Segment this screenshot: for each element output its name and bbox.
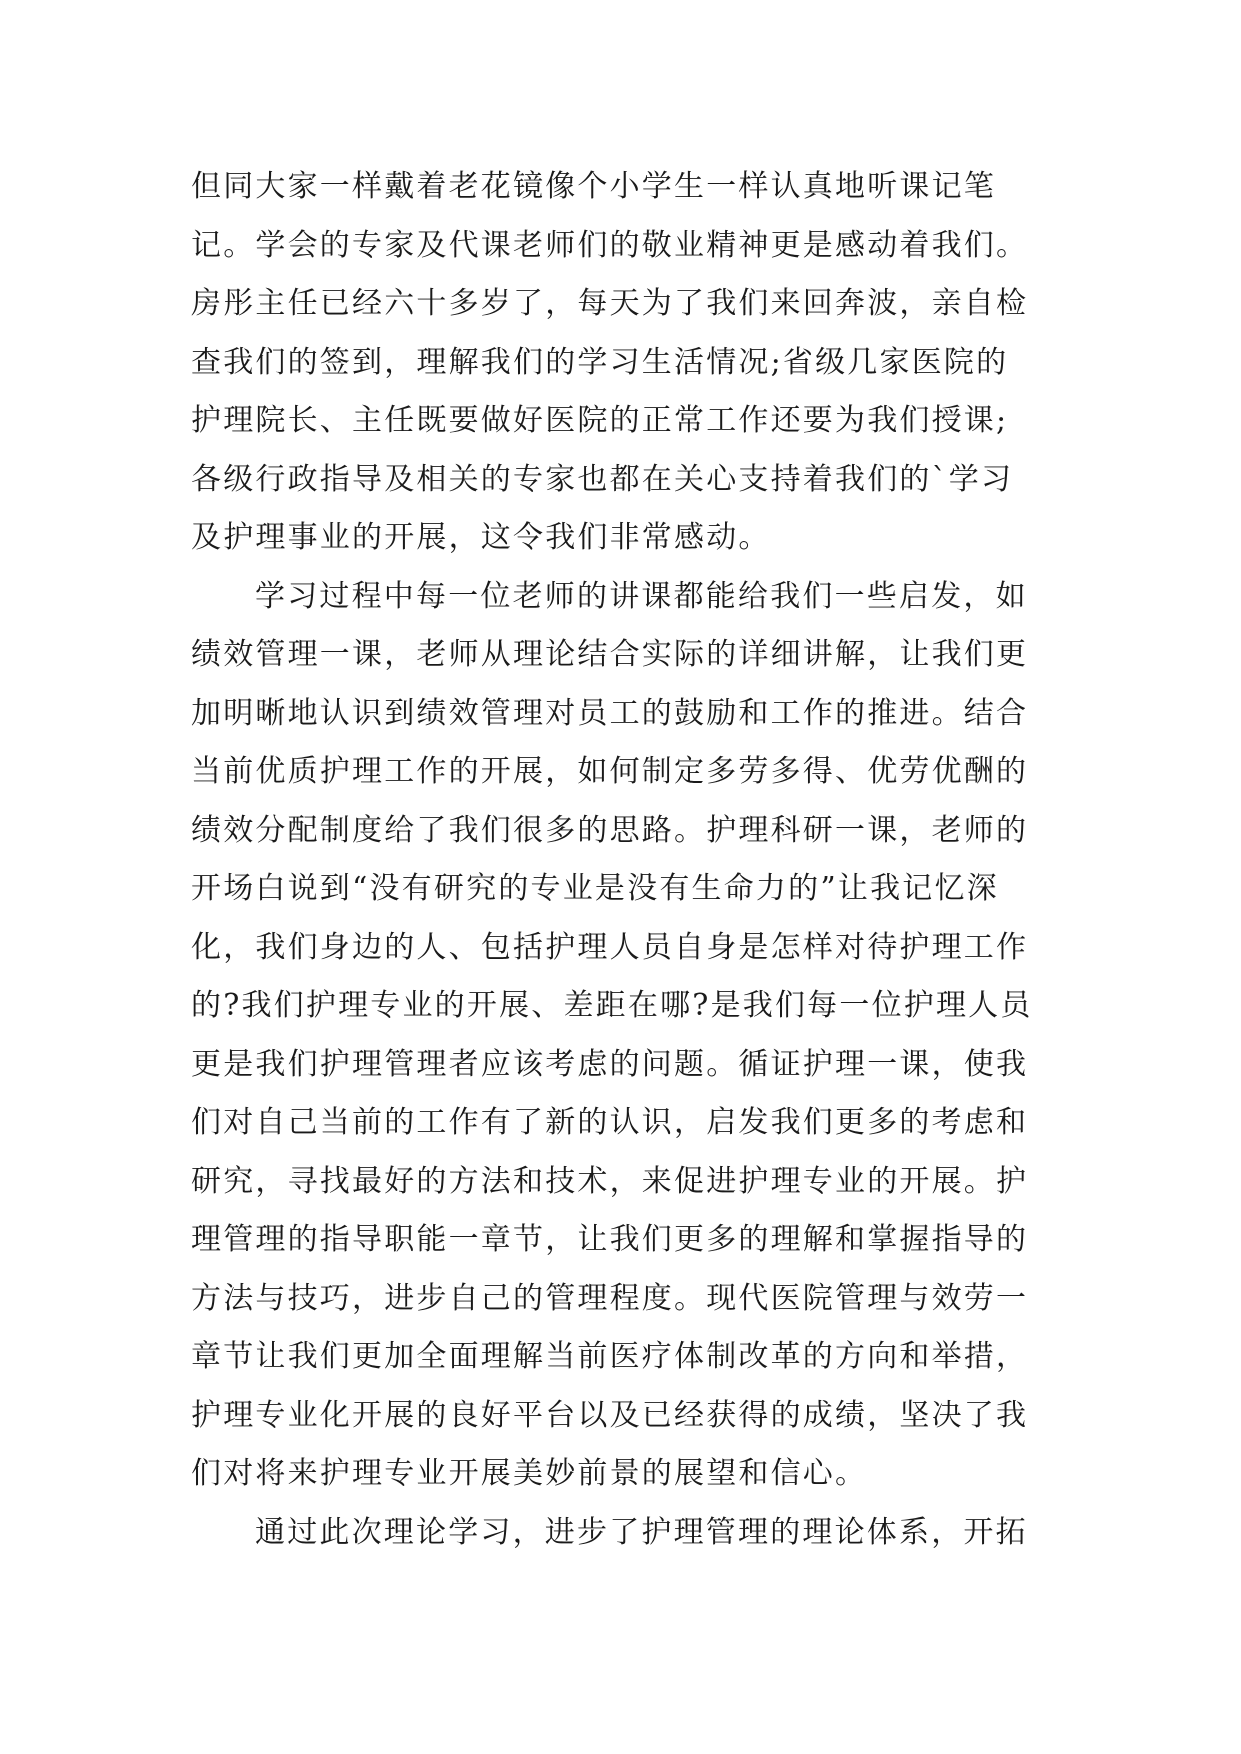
text-line: 绩效管理一课，老师从理论结合实际的详细讲解，让我们更 <box>191 637 1029 672</box>
paragraph-first-line: 学习过程中每一位老师的讲课都能给我们一些启发，如 <box>255 578 1028 614</box>
text-line: 但同大家一样戴着老花镜像个小学生一样认真地听课记笔 <box>191 169 996 204</box>
text-line: 加明晰地认识到绩效管理对员工的鼓励和工作的推进。结合 <box>191 695 1029 731</box>
text-line: 章节让我们更加全面理解当前医疗体制改革的方向和举措， <box>191 1339 1029 1374</box>
text-line: 护理院长、主任既要做好医院的正常工作还要为我们授课; <box>191 403 1009 438</box>
paragraph-first-line: 通过此次理论学习，进步了护理管理的理论体系，开拓 <box>255 1514 1028 1550</box>
text-line: 研究，寻找最好的方法和技术，来促进护理专业的开展。护 <box>191 1163 1029 1199</box>
text-line: 们对将来护理专业开展美妙前景的展望和信心。 <box>191 1456 868 1491</box>
text-line: 方法与技巧，进步自己的管理程度。现代医院管理与效劳一 <box>191 1280 1029 1316</box>
text-line: 房彤主任已经六十多岁了，每天为了我们来回奔波，亲自检 <box>191 286 1029 321</box>
text-line: 护理专业化开展的良好平台以及已经获得的成绩，坚决了我 <box>191 1397 1029 1433</box>
text-line: 及护理事业的开展，这令我们非常感动。 <box>191 520 771 555</box>
text-line: 更是我们护理管理者应该考虑的问题。循证护理一课，使我 <box>191 1046 1029 1082</box>
text-line: 当前优质护理工作的开展，如何制定多劳多得、优劳优酬的 <box>191 754 1029 789</box>
text-line: 化，我们身边的人、包括护理人员自身是怎样对待护理工作 <box>191 929 1029 965</box>
text-line: 理管理的指导职能一章节，让我们更多的理解和掌握指导的 <box>191 1222 1029 1257</box>
text-line: 记。学会的专家及代课老师们的敬业精神更是感动着我们。 <box>191 227 1029 263</box>
document-body <box>191 158 1071 1562</box>
text-line: 的?我们护理专业的开展、差距在哪?是我们每一位护理人员 <box>191 988 1033 1023</box>
text-line: 查我们的签到，理解我们的学习生活情况;省级几家医院的 <box>191 344 1009 380</box>
text-line: 们对自己当前的工作有了新的认识，启发我们更多的考虑和 <box>191 1105 1029 1140</box>
text-line: 开场白说到“没有研究的专业是没有生命力的”让我记忆深 <box>191 871 999 906</box>
text-line: 各级行政指导及相关的专家也都在关心支持着我们的`学习 <box>191 461 1014 497</box>
text-line: 绩效分配制度给了我们很多的思路。护理科研一课，老师的 <box>191 812 1029 848</box>
